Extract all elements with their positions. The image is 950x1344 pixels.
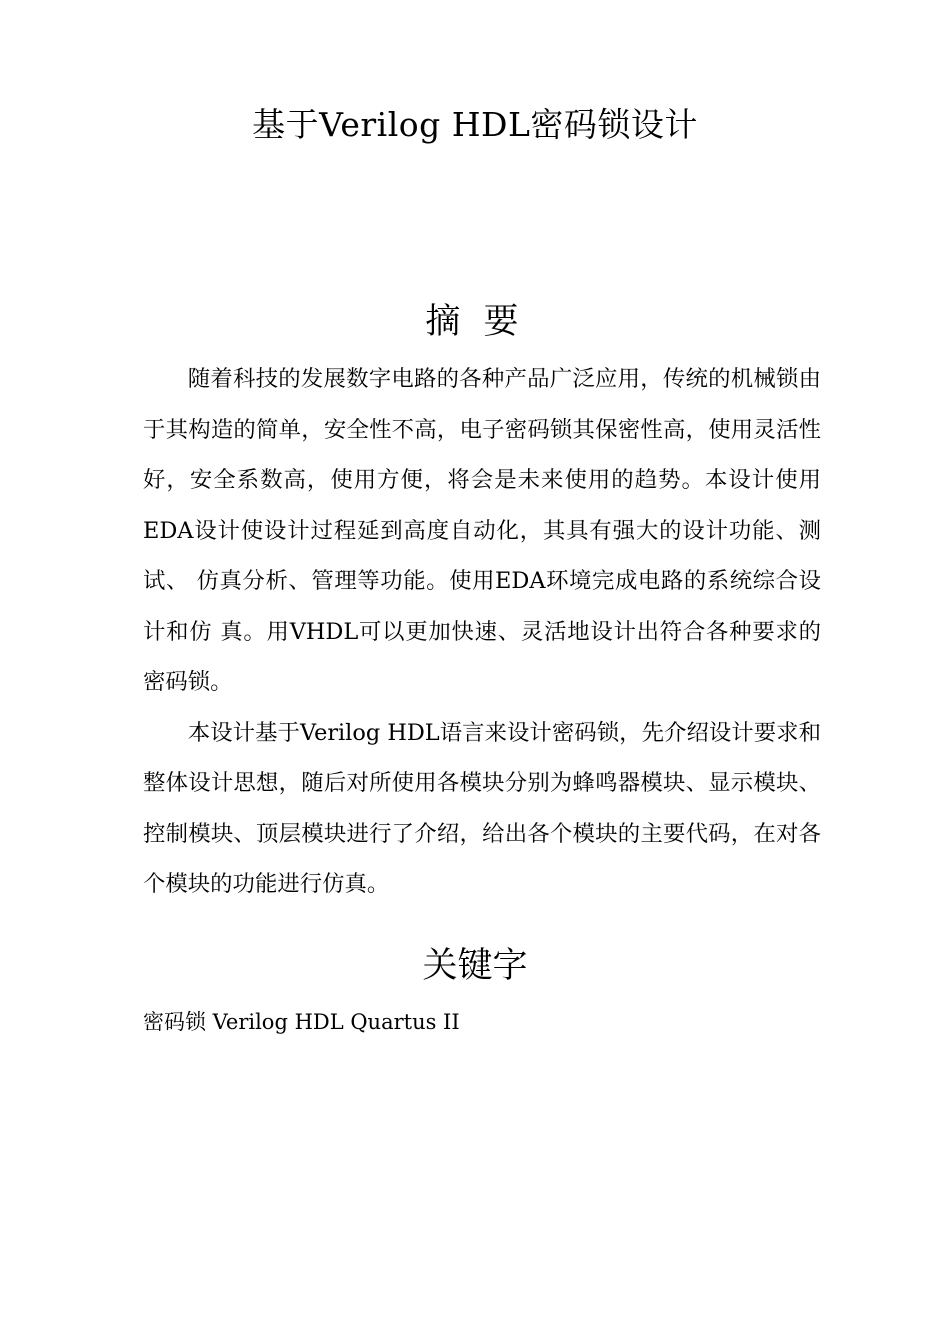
abstract-heading: 摘 要 bbox=[425, 302, 525, 342]
abstract-paragraph-2: 本设计基于Verilog HDL语言来设计密码锁，先介绍设计要求和整体设计思想，随后对所使用各模块分别为蜂鸣器模块、显示模块、控制模块、顶层模块进行了介绍，给出各个模块的主要代码，在对各个模块的功能进行仿真。 bbox=[143, 719, 821, 897]
abstract-paragraph-1: 随着科技的发展数字电路的各种产品广泛应用，传统的机械锁由于其构造的简单，安全性不高，电子密码锁其保密性高，使用灵活性好，安全系数高，使用方便，将会是未来使用的趋势。本设计使用EDA设计使设计过程延到高度自动化，其具有强大的设计功能、测试、 仿真分析、管理等功能。使用EDA环境完成电路的系统综合设计和仿 真。用VHDL可以更加快速、灵活地设计出符合各种要求的密码锁。 bbox=[143, 366, 821, 695]
keywords-heading: 关键字 bbox=[422, 946, 528, 986]
keywords-list: 密码锁 Verilog HDL Quartus II bbox=[143, 1010, 460, 1034]
abstract-body bbox=[143, 354, 821, 910]
document-title: 基于Verilog HDL密码锁设计 bbox=[252, 105, 698, 144]
